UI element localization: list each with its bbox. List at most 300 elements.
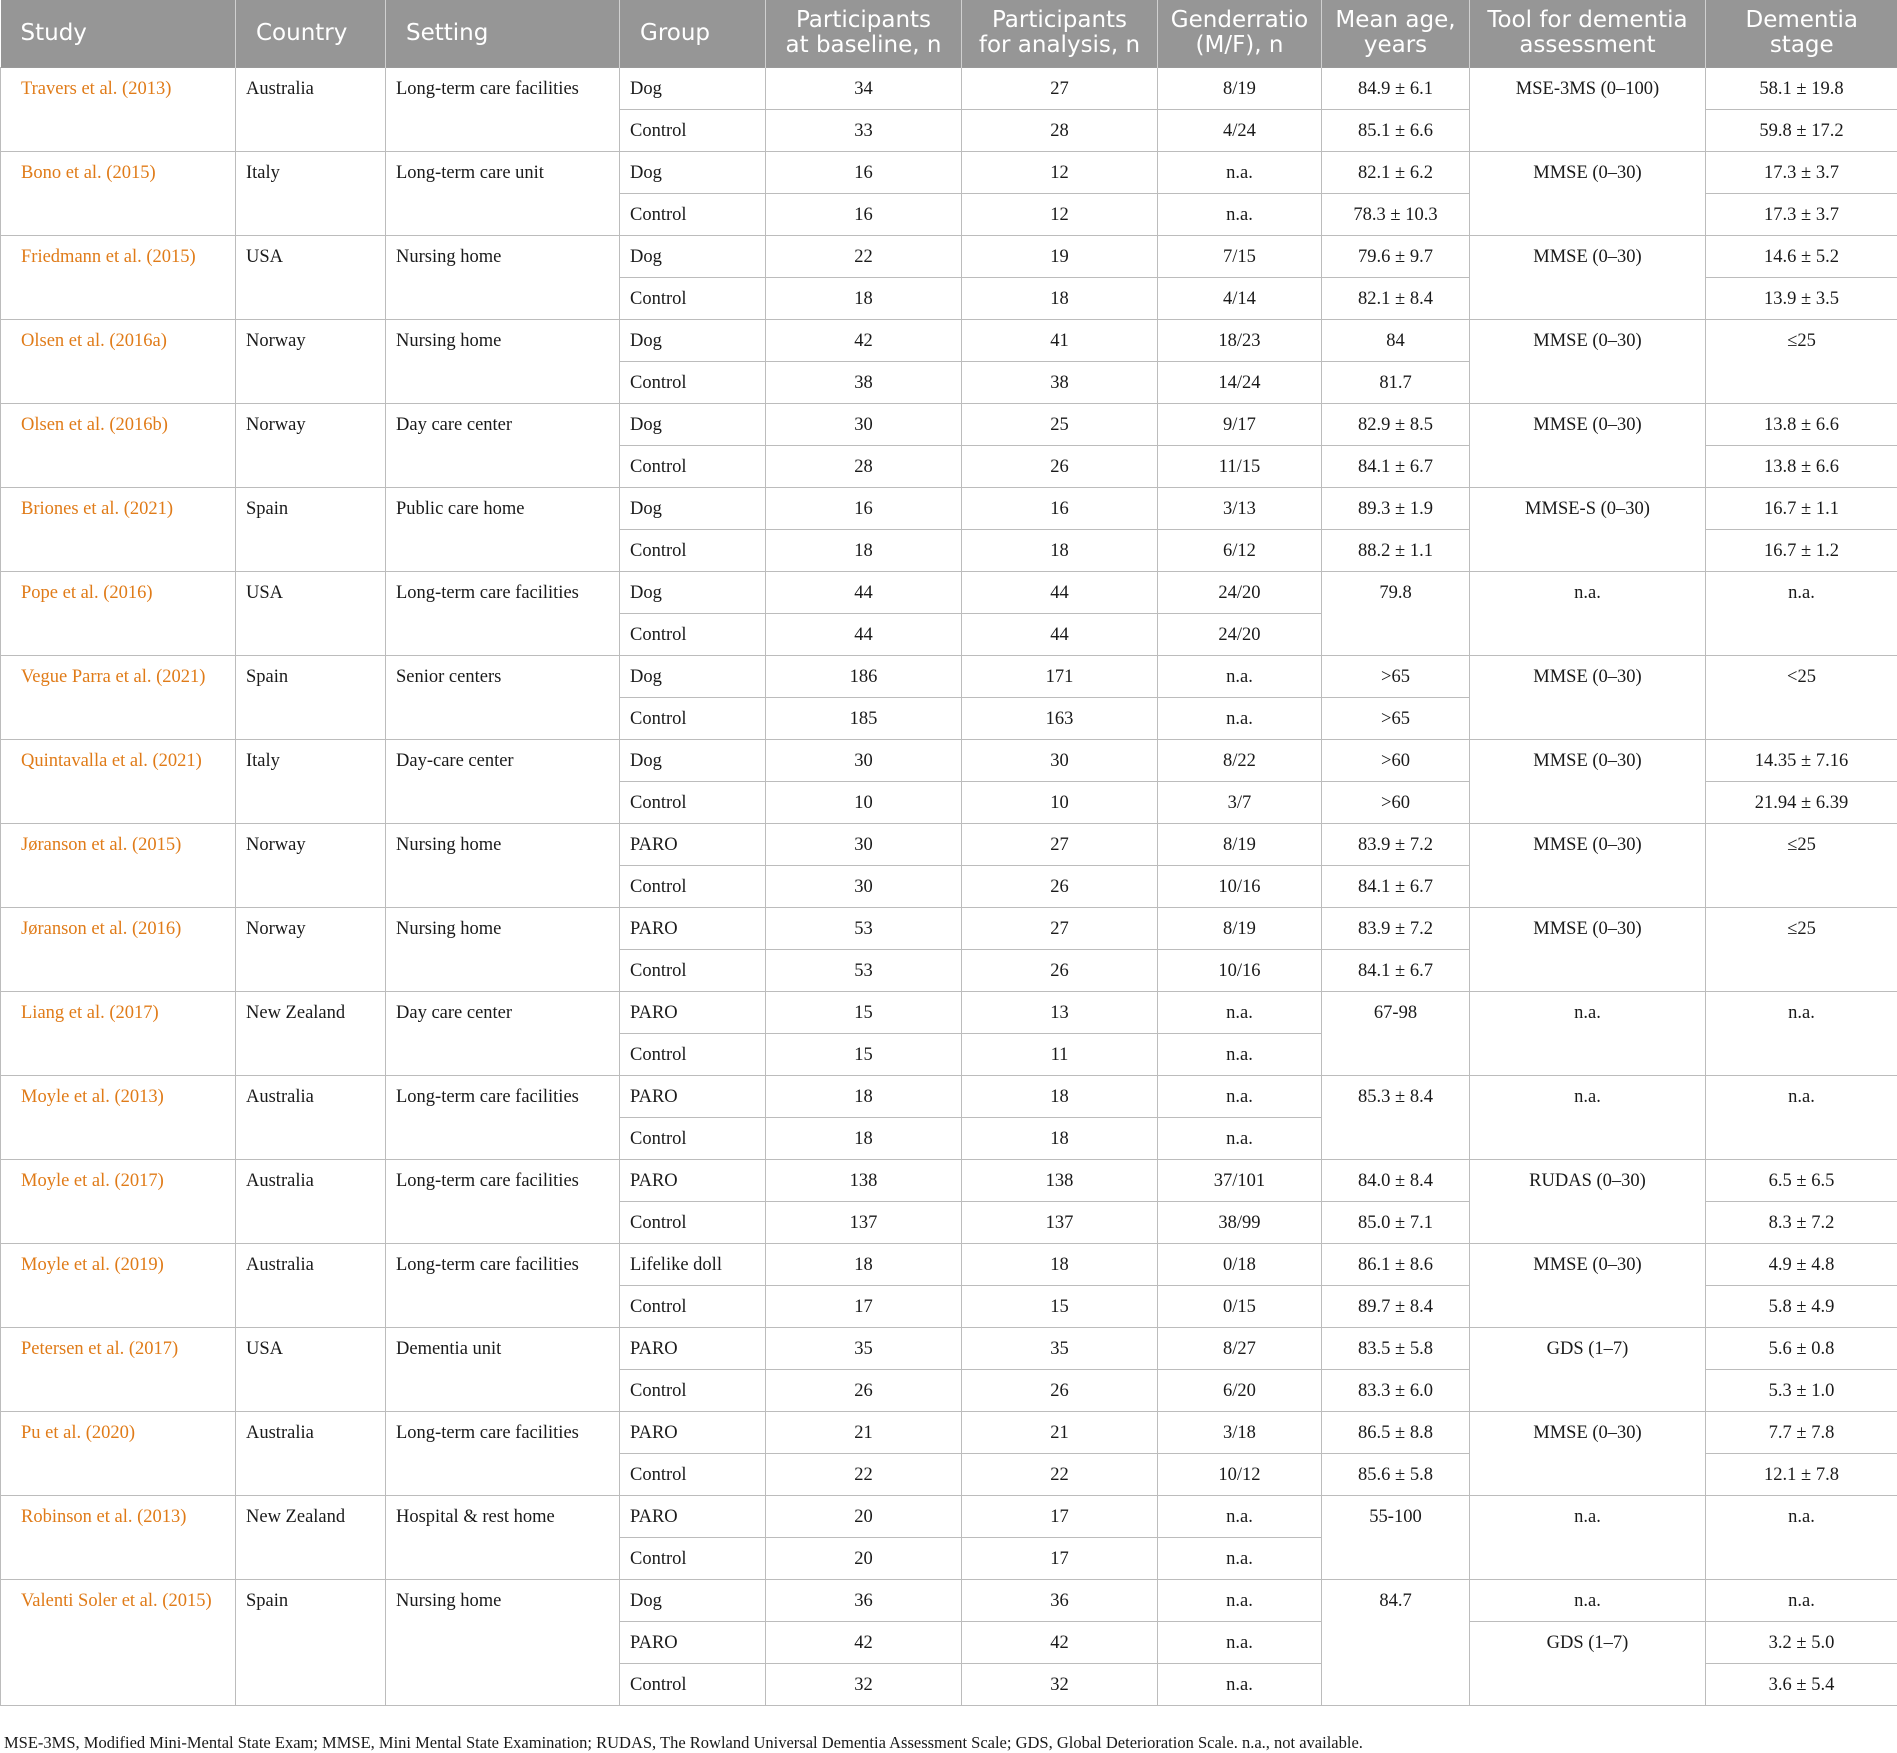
dementia-stage-cell: n.a. (1706, 571, 1897, 655)
group-cell: Dog (620, 67, 766, 109)
gender-ratio-cell: 6/20 (1158, 1369, 1322, 1411)
country-cell: Norway (236, 319, 386, 403)
study-citation-close: ) (180, 1506, 187, 1527)
study-citation-close: ) (149, 162, 156, 183)
group-cell: Control (620, 1033, 766, 1075)
baseline-cell: 16 (766, 193, 962, 235)
study-citation (1, 739, 236, 823)
analysis-cell: 18 (962, 1243, 1158, 1285)
mean-age-cell: >65 (1322, 697, 1470, 739)
table-row (1, 67, 1897, 109)
gender-ratio-cell: 8/19 (1158, 823, 1322, 865)
study-year-link[interactable]: 2016 (109, 582, 147, 603)
study-year-link[interactable]: 2019 (120, 1254, 158, 1275)
setting-cell: Long-term care facilities (386, 1243, 620, 1327)
mean-age-cell: >65 (1322, 655, 1470, 697)
setting-cell: Day-care center (386, 739, 620, 823)
table-footnote: MSE-3MS, Modified Mini-Mental State Exam; MMSE, Mini Mental State Examination; RUDAS, The Rowland Universal Dementia Assessment Scale; GDS, Global Deterioration Scale. n.a., not available. (4, 1733, 1363, 1752)
header-setting: Setting (386, 0, 620, 67)
study-author[interactable]: Vegue Parra et al. ( (21, 666, 163, 687)
study-year-link[interactable]: 2016a (115, 330, 161, 351)
gender-ratio-cell: 7/15 (1158, 235, 1322, 277)
group-cell: PARO (620, 907, 766, 949)
study-author[interactable]: Olsen et al. ( (21, 414, 116, 435)
study-author[interactable]: Jøranson et al. ( (21, 918, 139, 939)
study-year-link[interactable]: 2017 (120, 1170, 158, 1191)
study-year-link[interactable]: 2021 (129, 498, 167, 519)
header-assessment-tool: Tool for dementia assessment (1470, 0, 1706, 67)
setting-cell: Nursing home (386, 823, 620, 907)
study-citation-close: ) (146, 582, 153, 603)
country-cell: Australia (236, 1243, 386, 1327)
country-cell: USA (236, 571, 386, 655)
study-year-link[interactable]: 2013 (128, 78, 166, 99)
group-cell: Control (620, 697, 766, 739)
study-year-link[interactable]: 2013 (143, 1506, 181, 1527)
setting-cell: Long-term care facilities (386, 67, 620, 151)
dementia-stage-cell: 17.3 ± 3.7 (1706, 151, 1897, 193)
group-cell: PARO (620, 1621, 766, 1663)
dementia-stage-cell: 5.6 ± 0.8 (1706, 1327, 1897, 1369)
setting-cell: Day care center (386, 991, 620, 1075)
table-row (1, 655, 1897, 697)
group-cell: PARO (620, 1327, 766, 1369)
gender-ratio-cell: 6/12 (1158, 529, 1322, 571)
table-row (1, 487, 1897, 529)
study-citation-close: ) (160, 330, 167, 351)
baseline-cell: 18 (766, 529, 962, 571)
group-cell: PARO (620, 991, 766, 1033)
gender-ratio-cell: 14/24 (1158, 361, 1322, 403)
dementia-stage-cell: 21.94 ± 6.39 (1706, 781, 1897, 823)
table-row (1, 151, 1897, 193)
group-cell: Control (620, 1369, 766, 1411)
dementia-stage-cell: 4.9 ± 4.8 (1706, 1243, 1897, 1285)
table-row (1, 991, 1897, 1033)
gender-ratio-cell: 11/15 (1158, 445, 1322, 487)
header-participants-analysis: Participants for analysis, n (962, 0, 1158, 67)
assessment-tool-cell: MMSE-S (0–30) (1470, 487, 1706, 571)
study-citation-close: ) (161, 414, 168, 435)
gender-ratio-cell: n.a. (1158, 193, 1322, 235)
analysis-cell: 16 (962, 487, 1158, 529)
table-row (1, 571, 1897, 613)
dementia-stage-cell: 14.35 ± 7.16 (1706, 739, 1897, 781)
study-year-link[interactable]: 2013 (120, 1086, 158, 1107)
gender-ratio-cell: n.a. (1158, 1495, 1322, 1537)
group-cell: Dog (620, 151, 766, 193)
mean-age-cell: 79.6 ± 9.7 (1322, 235, 1470, 277)
header-study: Study (1, 0, 236, 67)
analysis-cell: 28 (962, 109, 1158, 151)
study-citation (1, 151, 236, 235)
study-author[interactable]: Pope et al. ( (21, 582, 110, 603)
baseline-cell: 16 (766, 487, 962, 529)
study-citation-close: ) (195, 750, 202, 771)
study-citation (1, 1579, 236, 1705)
baseline-cell: 32 (766, 1663, 962, 1705)
table-row (1, 319, 1897, 361)
study-author[interactable]: Valenti Soler et al. ( (21, 1590, 169, 1611)
dementia-stage-cell: 16.7 ± 1.1 (1706, 487, 1897, 529)
analysis-cell: 10 (962, 781, 1158, 823)
baseline-cell: 42 (766, 319, 962, 361)
baseline-cell: 30 (766, 865, 962, 907)
gender-ratio-cell: 3/13 (1158, 487, 1322, 529)
baseline-cell: 15 (766, 1033, 962, 1075)
baseline-cell: 186 (766, 655, 962, 697)
baseline-cell: 28 (766, 445, 962, 487)
baseline-cell: 18 (766, 1243, 962, 1285)
baseline-cell: 30 (766, 739, 962, 781)
setting-cell: Nursing home (386, 907, 620, 991)
analysis-cell: 138 (962, 1159, 1158, 1201)
analysis-cell: 11 (962, 1033, 1158, 1075)
analysis-cell: 15 (962, 1285, 1158, 1327)
mean-age-cell: 84.1 ± 6.7 (1322, 949, 1470, 991)
assessment-tool-cell: MMSE (0–30) (1470, 1411, 1706, 1495)
group-cell: Control (620, 613, 766, 655)
group-cell: Control (620, 445, 766, 487)
analysis-cell: 35 (962, 1327, 1158, 1369)
setting-cell: Long-term care facilities (386, 1159, 620, 1243)
gender-ratio-cell: 10/16 (1158, 949, 1322, 991)
baseline-cell: 138 (766, 1159, 962, 1201)
assessment-tool-cell: n.a. (1470, 571, 1706, 655)
analysis-cell: 26 (962, 949, 1158, 991)
analysis-cell: 17 (962, 1495, 1158, 1537)
study-citation-close: ) (165, 78, 172, 99)
table-row (1, 1075, 1897, 1117)
gender-ratio-cell: 8/27 (1158, 1327, 1322, 1369)
dementia-stage-cell: 13.8 ± 6.6 (1706, 403, 1897, 445)
baseline-cell: 53 (766, 949, 962, 991)
group-cell: Dog (620, 319, 766, 361)
group-cell: Dog (620, 739, 766, 781)
baseline-cell: 38 (766, 361, 962, 403)
baseline-cell: 26 (766, 1369, 962, 1411)
group-cell: Control (620, 1453, 766, 1495)
study-citation-close: ) (157, 1254, 164, 1275)
gender-ratio-cell: 3/7 (1158, 781, 1322, 823)
study-citation (1, 235, 236, 319)
mean-age-cell: 85.1 ± 6.6 (1322, 109, 1470, 151)
baseline-cell: 16 (766, 151, 962, 193)
dementia-stage-cell: n.a. (1706, 991, 1897, 1075)
dementia-stage-cell: 13.8 ± 6.6 (1706, 445, 1897, 487)
table-row (1, 907, 1897, 949)
group-cell: Control (620, 193, 766, 235)
table-row (1, 1327, 1897, 1369)
dementia-stage-cell: n.a. (1706, 1495, 1897, 1579)
gender-ratio-cell: 9/17 (1158, 403, 1322, 445)
assessment-tool-cell: MMSE (0–30) (1470, 319, 1706, 403)
mean-age-cell: 84.9 ± 6.1 (1322, 67, 1470, 109)
study-author[interactable]: Moyle et al. ( (21, 1170, 121, 1191)
header-dementia-stage: Dementia stage (1706, 0, 1897, 67)
study-citation (1, 1411, 236, 1495)
study-author[interactable]: Petersen et al. ( (21, 1338, 136, 1359)
group-cell: Dog (620, 403, 766, 445)
analysis-cell: 27 (962, 823, 1158, 865)
setting-cell: Long-term care facilities (386, 571, 620, 655)
header-row (1, 0, 1897, 67)
baseline-cell: 42 (766, 1621, 962, 1663)
gender-ratio-cell: 10/16 (1158, 865, 1322, 907)
group-cell: Lifelike doll (620, 1243, 766, 1285)
study-citation-close: ) (205, 1590, 212, 1611)
study-citation (1, 571, 236, 655)
study-year-link[interactable]: 2016 (138, 918, 176, 939)
mean-age-cell: 55-100 (1322, 1495, 1470, 1579)
dementia-stage-cell: ≤25 (1706, 907, 1897, 991)
analysis-cell: 17 (962, 1537, 1158, 1579)
analysis-cell: 30 (962, 739, 1158, 781)
study-citation-close: ) (175, 834, 182, 855)
study-year-link[interactable]: 2017 (115, 1002, 153, 1023)
baseline-cell: 53 (766, 907, 962, 949)
country-cell: Spain (236, 1579, 386, 1705)
country-cell: Italy (236, 151, 386, 235)
study-author[interactable]: Robinson et al. ( (21, 1506, 144, 1527)
group-cell: Control (620, 1537, 766, 1579)
group-cell: Dog (620, 1579, 766, 1621)
mean-age-cell: 86.1 ± 8.6 (1322, 1243, 1470, 1285)
country-cell: New Zealand (236, 1495, 386, 1579)
study-author[interactable]: Bono et al. ( (21, 162, 113, 183)
mean-age-cell: 85.6 ± 5.8 (1322, 1453, 1470, 1495)
study-author[interactable]: Moyle et al. ( (21, 1086, 121, 1107)
study-author[interactable]: Moyle et al. ( (21, 1254, 121, 1275)
country-cell: Spain (236, 655, 386, 739)
baseline-cell: 17 (766, 1285, 962, 1327)
assessment-tool-cell: MSE-3MS (0–100) (1470, 67, 1706, 151)
analysis-cell: 12 (962, 193, 1158, 235)
study-year-link[interactable]: 2021 (158, 750, 196, 771)
header-participants-baseline: Participants at baseline, n (766, 0, 962, 67)
analysis-cell: 18 (962, 277, 1158, 319)
study-year-link[interactable]: 2015 (138, 834, 176, 855)
setting-cell: Nursing home (386, 1579, 620, 1705)
assessment-tool-cell: MMSE (0–30) (1470, 235, 1706, 319)
table-row (1, 1495, 1897, 1537)
group-cell: Control (620, 109, 766, 151)
assessment-tool-cell: RUDAS (0–30) (1470, 1159, 1706, 1243)
mean-age-cell: 78.3 ± 10.3 (1322, 193, 1470, 235)
baseline-cell: 44 (766, 571, 962, 613)
gender-ratio-cell: 24/20 (1158, 571, 1322, 613)
assessment-tool-cell: n.a. (1470, 1075, 1706, 1159)
study-author[interactable]: Quintavalla et al. ( (21, 750, 159, 771)
mean-age-cell: 83.5 ± 5.8 (1322, 1327, 1470, 1369)
study-year-link[interactable]: 2015 (152, 246, 190, 267)
study-year-link[interactable]: 2017 (135, 1338, 173, 1359)
dementia-stage-cell: 5.3 ± 1.0 (1706, 1369, 1897, 1411)
group-cell: Dog (620, 655, 766, 697)
setting-cell: Public care home (386, 487, 620, 571)
analysis-cell: 27 (962, 67, 1158, 109)
table-row (1, 1579, 1897, 1621)
baseline-cell: 35 (766, 1327, 962, 1369)
assessment-tool-cell: GDS (1–7) (1470, 1621, 1706, 1705)
assessment-tool-cell: MMSE (0–30) (1470, 403, 1706, 487)
dementia-stage-cell: <25 (1706, 655, 1897, 739)
study-citation-close: ) (128, 1422, 136, 1443)
baseline-cell: 21 (766, 1411, 962, 1453)
analysis-cell: 163 (962, 697, 1158, 739)
dementia-stage-cell: 3.6 ± 5.4 (1706, 1663, 1897, 1705)
baseline-cell: 44 (766, 613, 962, 655)
header-mean-age: Mean age, years (1322, 0, 1470, 67)
assessment-tool-cell: GDS (1–7) (1470, 1327, 1706, 1411)
gender-ratio-cell: n.a. (1158, 1537, 1322, 1579)
country-cell: Australia (236, 1159, 386, 1243)
analysis-cell: 18 (962, 1117, 1158, 1159)
assessment-tool-cell: MMSE (0–30) (1470, 151, 1706, 235)
baseline-cell: 18 (766, 1117, 962, 1159)
group-cell: Control (620, 277, 766, 319)
study-author[interactable]: Briones et al. ( (21, 498, 130, 519)
country-cell: Norway (236, 403, 386, 487)
baseline-cell: 33 (766, 109, 962, 151)
mean-age-cell: 85.0 ± 7.1 (1322, 1201, 1470, 1243)
dementia-stage-cell: n.a. (1706, 1075, 1897, 1159)
table-row (1, 1243, 1897, 1285)
mean-age-cell: 84.1 ± 6.7 (1322, 445, 1470, 487)
study-year-link[interactable]: 2020 (91, 1422, 129, 1443)
group-cell: Control (620, 529, 766, 571)
study-citation (1, 1075, 236, 1159)
baseline-cell: 137 (766, 1201, 962, 1243)
mean-age-cell: 84 (1322, 319, 1470, 361)
header-country: Country (236, 0, 386, 67)
mean-age-cell: 67-98 (1322, 991, 1470, 1075)
dementia-stage-cell: 14.6 ± 5.2 (1706, 235, 1897, 277)
gender-ratio-cell: 4/14 (1158, 277, 1322, 319)
study-citation-close: ) (172, 1338, 179, 1359)
baseline-cell: 22 (766, 235, 962, 277)
study-citation-close: ) (157, 1170, 164, 1191)
mean-age-cell: 83.9 ± 7.2 (1322, 907, 1470, 949)
gender-ratio-cell: n.a. (1158, 151, 1322, 193)
group-cell: Control (620, 1663, 766, 1705)
group-cell: Dog (620, 487, 766, 529)
mean-age-cell: 84.1 ± 6.7 (1322, 865, 1470, 907)
gender-ratio-cell: 37/101 (1158, 1159, 1322, 1201)
assessment-tool-cell: MMSE (0–30) (1470, 823, 1706, 907)
table-row (1, 403, 1897, 445)
analysis-cell: 41 (962, 319, 1158, 361)
gender-ratio-cell: 4/24 (1158, 109, 1322, 151)
dementia-stage-cell: 3.2 ± 5.0 (1706, 1621, 1897, 1663)
mean-age-cell: 81.7 (1322, 361, 1470, 403)
study-citation (1, 487, 236, 571)
study-citation (1, 907, 236, 991)
gender-ratio-cell: 18/23 (1158, 319, 1322, 361)
dementia-stage-cell: ≤25 (1706, 823, 1897, 907)
study-citation (1, 403, 236, 487)
group-cell: PARO (620, 1411, 766, 1453)
gender-ratio-cell: n.a. (1158, 1663, 1322, 1705)
assessment-tool-cell: n.a. (1470, 991, 1706, 1075)
analysis-cell: 171 (962, 655, 1158, 697)
baseline-cell: 20 (766, 1537, 962, 1579)
study-year-link[interactable]: 2015 (168, 1590, 206, 1611)
study-citation (1, 823, 236, 907)
study-citation-close: ) (199, 666, 206, 687)
table-row (1, 1411, 1897, 1453)
analysis-cell: 18 (962, 1075, 1158, 1117)
mean-age-cell: 83.3 ± 6.0 (1322, 1369, 1470, 1411)
gender-ratio-cell: 3/18 (1158, 1411, 1322, 1453)
study-year-link[interactable]: 2016b (115, 414, 162, 435)
dementia-stage-cell: 13.9 ± 3.5 (1706, 277, 1897, 319)
study-citation (1, 1495, 236, 1579)
study-year-link[interactable]: 2021 (162, 666, 200, 687)
study-citation (1, 655, 236, 739)
country-cell: Norway (236, 823, 386, 907)
table-row (1, 1159, 1897, 1201)
country-cell: Norway (236, 907, 386, 991)
analysis-cell: 137 (962, 1201, 1158, 1243)
mean-age-cell: 86.5 ± 8.8 (1322, 1411, 1470, 1453)
group-cell: PARO (620, 823, 766, 865)
gender-ratio-cell: 24/20 (1158, 613, 1322, 655)
country-cell: Australia (236, 1075, 386, 1159)
group-cell: Dog (620, 235, 766, 277)
study-author[interactable]: Liang et al. ( (21, 1002, 116, 1023)
mean-age-cell: 84.0 ± 8.4 (1322, 1159, 1470, 1201)
group-cell: PARO (620, 1075, 766, 1117)
mean-age-cell: 82.1 ± 6.2 (1322, 151, 1470, 193)
mean-age-cell: 89.7 ± 8.4 (1322, 1285, 1470, 1327)
study-author[interactable]: Olsen et al. ( (21, 330, 116, 351)
baseline-cell: 34 (766, 67, 962, 109)
study-citation (1, 319, 236, 403)
group-cell: Control (620, 1117, 766, 1159)
study-author[interactable]: Jøranson et al. ( (21, 834, 139, 855)
gender-ratio-cell: n.a. (1158, 1579, 1322, 1621)
mean-age-cell: 82.1 ± 8.4 (1322, 277, 1470, 319)
study-author[interactable]: Pu et al. ( (21, 1422, 92, 1443)
study-year-link[interactable]: 2015 (112, 162, 150, 183)
study-author[interactable]: Travers et al. ( (21, 78, 129, 99)
country-cell: Australia (236, 1411, 386, 1495)
study-citation-close: ) (166, 498, 174, 519)
gender-ratio-cell: n.a. (1158, 991, 1322, 1033)
group-cell: Control (620, 1201, 766, 1243)
dementia-stage-cell: 7.7 ± 7.8 (1706, 1411, 1897, 1453)
setting-cell: Hospital & rest home (386, 1495, 620, 1579)
mean-age-cell: 82.9 ± 8.5 (1322, 403, 1470, 445)
analysis-cell: 26 (962, 1369, 1158, 1411)
setting-cell: Nursing home (386, 319, 620, 403)
gender-ratio-cell: 38/99 (1158, 1201, 1322, 1243)
gender-ratio-cell: n.a. (1158, 655, 1322, 697)
gender-ratio-cell: 10/12 (1158, 1453, 1322, 1495)
study-citation (1, 67, 236, 151)
gender-ratio-cell: n.a. (1158, 1621, 1322, 1663)
analysis-cell: 25 (962, 403, 1158, 445)
gender-ratio-cell: n.a. (1158, 697, 1322, 739)
study-author[interactable]: Friedmann et al. ( (21, 246, 153, 267)
analysis-cell: 19 (962, 235, 1158, 277)
group-cell: PARO (620, 1495, 766, 1537)
group-cell: Dog (620, 571, 766, 613)
analysis-cell: 26 (962, 865, 1158, 907)
mean-age-cell: 89.3 ± 1.9 (1322, 487, 1470, 529)
baseline-cell: 20 (766, 1495, 962, 1537)
